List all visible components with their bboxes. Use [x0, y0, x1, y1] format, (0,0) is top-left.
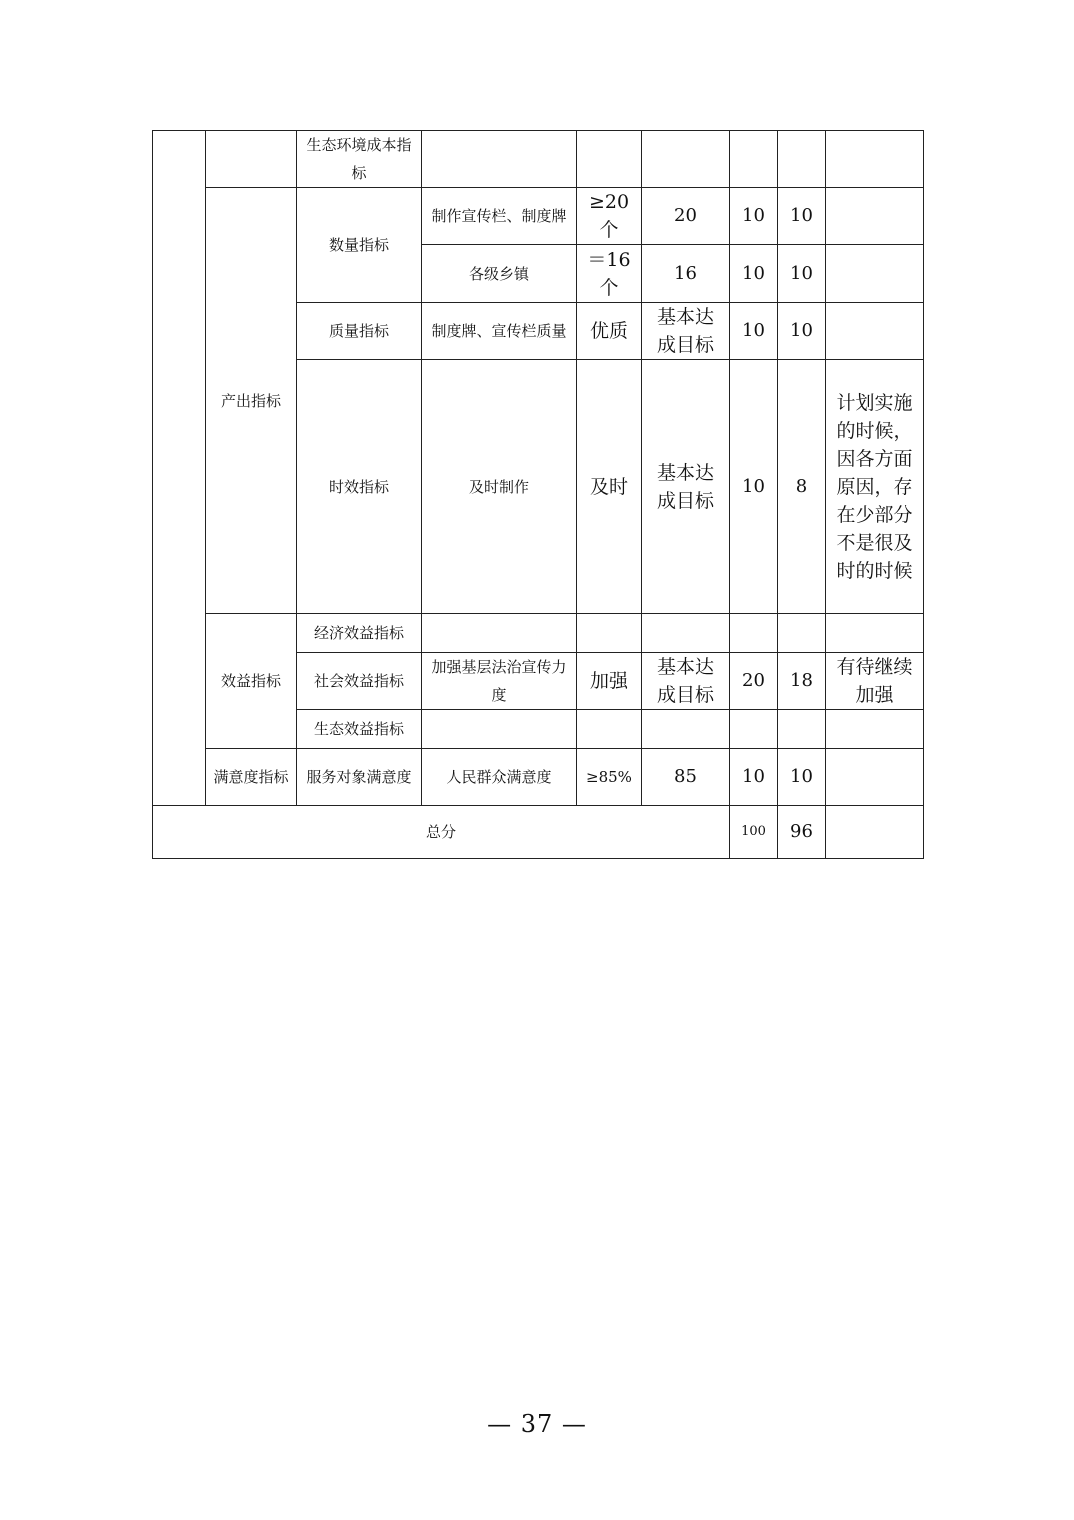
indicator-content-cell: 各级乡镇: [422, 245, 577, 303]
actual-value-cell: [642, 131, 730, 188]
indicator-content-cell: 制度牌、宣传栏质量: [422, 303, 577, 360]
indicator-content-cell: [422, 614, 577, 653]
score-cell: [778, 614, 826, 653]
total-row: [153, 806, 924, 859]
remark-cell: 有待继续加强: [826, 653, 924, 710]
third-level-indicator-cell: 服务对象满意度: [297, 749, 422, 806]
actual-value-cell: 20: [642, 188, 730, 245]
score-cell: 10: [778, 749, 826, 806]
third-level-indicator-cell: 数量指标: [297, 188, 422, 303]
weight-cell: 10: [730, 188, 778, 245]
weight-cell: [730, 614, 778, 653]
score-cell: 10: [778, 188, 826, 245]
table-row: [153, 131, 924, 188]
second-level-indicator-cell: [206, 131, 297, 188]
second-level-indicator-cell: 效益指标: [206, 614, 297, 749]
third-level-indicator-cell: 质量指标: [297, 303, 422, 360]
weight-cell: 20: [730, 653, 778, 710]
indicator-content-cell: [422, 710, 577, 749]
indicator-content-cell: 加强基层法治宣传力度: [422, 653, 577, 710]
table-row: [153, 749, 924, 806]
third-level-indicator-cell: 经济效益指标: [297, 614, 422, 653]
target-value-cell: ≥20个: [577, 188, 642, 245]
remark-cell: 计划实施的时候，因各方面原因，存在少部分不是很及时的时候: [826, 360, 924, 614]
target-value-cell: ＝16个: [577, 245, 642, 303]
actual-value-cell: [642, 710, 730, 749]
table-row: [153, 188, 924, 245]
indicator-content-cell: 人民群众满意度: [422, 749, 577, 806]
remark-cell: [826, 749, 924, 806]
total-score-cell: 96: [778, 806, 826, 859]
actual-value-cell: 基本达成目标: [642, 303, 730, 360]
first-level-indicator-cell: [153, 131, 206, 806]
weight-cell: [730, 131, 778, 188]
indicator-content-cell: 及时制作: [422, 360, 577, 614]
remark-cell: [826, 303, 924, 360]
remark-cell: [826, 614, 924, 653]
score-cell: [778, 131, 826, 188]
second-level-indicator-cell: 产出指标: [206, 188, 297, 614]
remark-cell: [826, 806, 924, 859]
third-level-indicator-cell: 社会效益指标: [297, 653, 422, 710]
weight-cell: 10: [730, 303, 778, 360]
remark-cell: [826, 131, 924, 188]
remark-cell: [826, 710, 924, 749]
actual-value-cell: 基本达成目标: [642, 360, 730, 614]
target-value-cell: ≥85%: [577, 749, 642, 806]
performance-evaluation-table: [152, 130, 924, 859]
weight-cell: 10: [730, 749, 778, 806]
score-cell: 10: [778, 303, 826, 360]
score-cell: 10: [778, 245, 826, 303]
score-cell: [778, 710, 826, 749]
indicator-content-cell: 制作宣传栏、制度牌: [422, 188, 577, 245]
weight-cell: 10: [730, 360, 778, 614]
third-level-indicator-cell: 时效指标: [297, 360, 422, 614]
score-cell: 18: [778, 653, 826, 710]
target-value-cell: [577, 614, 642, 653]
third-level-indicator-cell: 生态效益指标: [297, 710, 422, 749]
score-cell: 8: [778, 360, 826, 614]
target-value-cell: [577, 131, 642, 188]
page-number: — 37 —: [487, 1410, 587, 1438]
total-label: 总分: [153, 806, 730, 859]
target-value-cell: 及时: [577, 360, 642, 614]
indicator-content-cell: [422, 131, 577, 188]
weight-cell: 10: [730, 245, 778, 303]
actual-value-cell: 16: [642, 245, 730, 303]
table-row: [153, 614, 924, 653]
remark-cell: [826, 188, 924, 245]
second-level-indicator-cell: 满意度指标: [206, 749, 297, 806]
target-value-cell: 加强: [577, 653, 642, 710]
third-level-indicator-cell: 生态环境成本指标: [297, 131, 422, 188]
total-weight-cell: 100: [730, 806, 778, 859]
target-value-cell: 优质: [577, 303, 642, 360]
actual-value-cell: [642, 614, 730, 653]
actual-value-cell: 基本达成目标: [642, 653, 730, 710]
actual-value-cell: 85: [642, 749, 730, 806]
remark-cell: [826, 245, 924, 303]
target-value-cell: [577, 710, 642, 749]
weight-cell: [730, 710, 778, 749]
